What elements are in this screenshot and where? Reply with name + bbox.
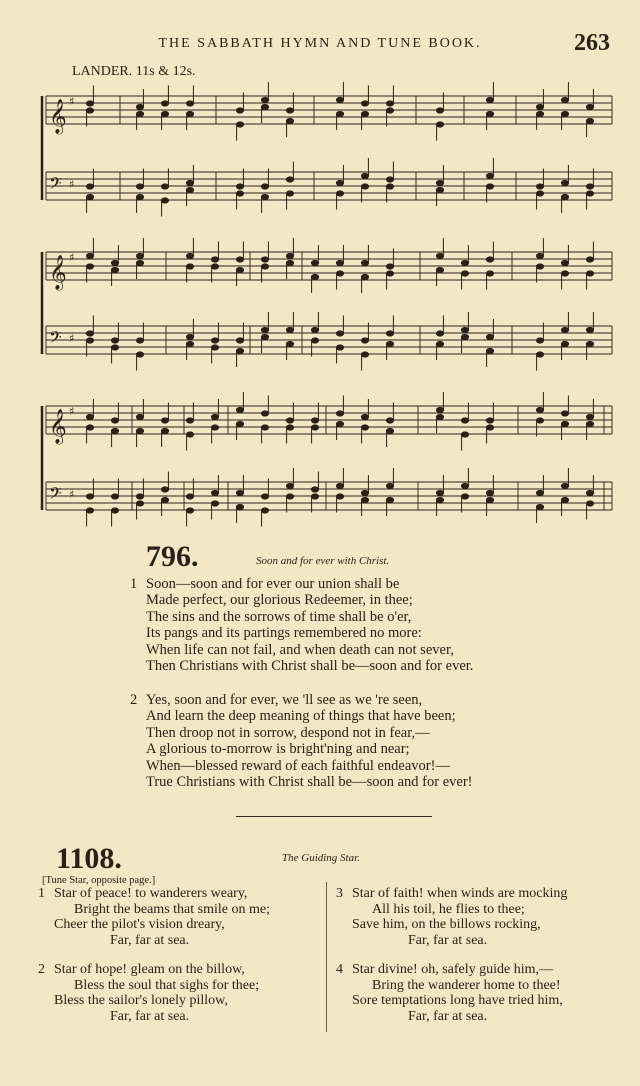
hymn-796-number: 796. bbox=[146, 540, 199, 573]
note-head bbox=[111, 260, 118, 265]
note-head bbox=[211, 264, 218, 269]
note-head bbox=[261, 425, 268, 430]
note-head bbox=[236, 257, 243, 262]
note-head bbox=[86, 425, 93, 430]
note-head bbox=[336, 483, 343, 488]
verse-line: The sins and the sorrows of time shall be o'er, bbox=[146, 608, 412, 625]
note-head bbox=[186, 494, 193, 499]
note-head bbox=[286, 418, 293, 423]
note-head bbox=[486, 490, 493, 495]
note-head bbox=[361, 497, 368, 502]
note-head bbox=[336, 494, 343, 499]
note-head bbox=[536, 504, 543, 509]
note-head bbox=[286, 108, 293, 113]
note-head bbox=[561, 271, 568, 276]
note-head bbox=[536, 111, 543, 116]
note-head bbox=[236, 184, 243, 189]
note-head bbox=[111, 418, 118, 423]
hymn-796-verse-2 bbox=[130, 692, 473, 791]
note-head bbox=[261, 327, 268, 332]
note-head bbox=[311, 274, 318, 279]
bass-clef-icon: 𝄢 bbox=[49, 327, 62, 351]
note-head bbox=[286, 494, 293, 499]
note-head bbox=[311, 260, 318, 265]
note-head bbox=[236, 191, 243, 196]
note-head bbox=[586, 421, 593, 426]
note-head bbox=[311, 338, 318, 343]
stanza-line: Star of hope! gleam on the billow, bbox=[54, 962, 245, 977]
note-head bbox=[561, 194, 568, 199]
note-head bbox=[261, 97, 268, 102]
note-head bbox=[486, 173, 493, 178]
note-head bbox=[386, 497, 393, 502]
note-head bbox=[386, 264, 393, 269]
note-head bbox=[311, 425, 318, 430]
note-head bbox=[136, 260, 143, 265]
note-head bbox=[161, 184, 168, 189]
treble-clef-icon: 𝄞 bbox=[49, 255, 67, 290]
note-head bbox=[386, 177, 393, 182]
note-head bbox=[336, 97, 343, 102]
note-head bbox=[436, 122, 443, 127]
stanza-line: Far, far at sea. bbox=[408, 932, 488, 948]
note-head bbox=[311, 487, 318, 492]
note-head bbox=[286, 341, 293, 346]
note-head bbox=[236, 267, 243, 272]
clef-icons bbox=[49, 95, 74, 507]
note-head bbox=[386, 483, 393, 488]
note-head bbox=[261, 194, 268, 199]
stanza-line: Bright the beams that smile on me; bbox=[74, 901, 270, 917]
stanza-line: Far, far at sea. bbox=[110, 932, 190, 948]
note-head bbox=[561, 421, 568, 426]
note-head bbox=[486, 497, 493, 502]
note-head bbox=[536, 407, 543, 412]
note-head bbox=[86, 508, 93, 513]
note-head bbox=[336, 180, 343, 185]
note-head bbox=[286, 253, 293, 258]
page-number: 263 bbox=[574, 30, 610, 56]
note-head bbox=[361, 173, 368, 178]
note-head bbox=[336, 331, 343, 336]
note-head bbox=[336, 411, 343, 416]
note-head bbox=[461, 483, 468, 488]
note-head bbox=[436, 180, 443, 185]
verse-number: 1 bbox=[130, 576, 138, 592]
note-head bbox=[161, 487, 168, 492]
note-head bbox=[336, 260, 343, 265]
note-head bbox=[461, 494, 468, 499]
note-head bbox=[236, 348, 243, 353]
note-head bbox=[336, 191, 343, 196]
sharp-icon: ♯ bbox=[69, 95, 75, 108]
note-head bbox=[461, 334, 468, 339]
note-head bbox=[436, 108, 443, 113]
note-head bbox=[386, 418, 393, 423]
note-head bbox=[386, 184, 393, 189]
note-head bbox=[361, 274, 368, 279]
note-head bbox=[261, 508, 268, 513]
note-head bbox=[536, 338, 543, 343]
note-head bbox=[586, 327, 593, 332]
bass-clef-icon: 𝄢 bbox=[49, 173, 62, 197]
note-head bbox=[136, 414, 143, 419]
note-head bbox=[486, 97, 493, 102]
note-head bbox=[311, 327, 318, 332]
note-head bbox=[236, 490, 243, 495]
note-head bbox=[386, 271, 393, 276]
note-head bbox=[136, 338, 143, 343]
note-head bbox=[86, 331, 93, 336]
note-head bbox=[236, 108, 243, 113]
notes bbox=[86, 82, 593, 527]
sharp-icon: ♯ bbox=[69, 251, 75, 264]
hymn-796-subtitle: Soon and for ever with Christ. bbox=[256, 555, 390, 567]
hymn-1108-stanza-2 bbox=[38, 962, 260, 1024]
bass-clef-icon: 𝄢 bbox=[49, 483, 62, 507]
note-head bbox=[336, 111, 343, 116]
note-head bbox=[536, 184, 543, 189]
note-head bbox=[586, 271, 593, 276]
note-head bbox=[386, 341, 393, 346]
hymn-1108-stanza-3 bbox=[336, 886, 568, 948]
note-head bbox=[486, 425, 493, 430]
staff-lines bbox=[42, 96, 612, 510]
note-head bbox=[311, 418, 318, 423]
note-head bbox=[86, 264, 93, 269]
note-head bbox=[361, 490, 368, 495]
note-head bbox=[486, 111, 493, 116]
note-head bbox=[436, 253, 443, 258]
note-head bbox=[286, 260, 293, 265]
note-head bbox=[186, 101, 193, 106]
note-head bbox=[361, 184, 368, 189]
note-head bbox=[536, 264, 543, 269]
note-head bbox=[261, 411, 268, 416]
hymn-1108-subtitle: The Guiding Star. bbox=[282, 852, 360, 864]
note-head bbox=[536, 253, 543, 258]
note-head bbox=[561, 411, 568, 416]
note-head bbox=[236, 504, 243, 509]
note-head bbox=[161, 418, 168, 423]
note-head bbox=[461, 260, 468, 265]
stanza-line: Star divine! oh, safely guide him,— bbox=[352, 962, 554, 977]
note-head bbox=[361, 111, 368, 116]
note-head bbox=[136, 104, 143, 109]
verse-line: Yes, soon and for ever, we 'll see as we 're seen, bbox=[146, 692, 423, 708]
treble-clef-icon: 𝄞 bbox=[49, 409, 67, 444]
note-head bbox=[261, 334, 268, 339]
note-head bbox=[161, 198, 168, 203]
stanza-line: Bless the soul that sighs for thee; bbox=[74, 977, 260, 993]
note-head bbox=[286, 177, 293, 182]
note-head bbox=[586, 490, 593, 495]
hymn-1108-stanza-4 bbox=[336, 962, 563, 1024]
note-head bbox=[86, 494, 93, 499]
note-head bbox=[436, 331, 443, 336]
note-head bbox=[86, 338, 93, 343]
note-head bbox=[561, 97, 568, 102]
verse-line: Soon—soon and for ever our union shall be bbox=[146, 576, 400, 592]
note-head bbox=[461, 418, 468, 423]
note-head bbox=[586, 341, 593, 346]
note-head bbox=[111, 345, 118, 350]
note-head bbox=[486, 334, 493, 339]
stanza-line: Bring the wanderer home to thee! bbox=[372, 977, 561, 993]
column-divider bbox=[326, 882, 327, 1032]
note-head bbox=[186, 180, 193, 185]
stanza-line: Cheer the pilot's vision dreary, bbox=[54, 917, 225, 933]
note-head bbox=[186, 508, 193, 513]
note-head bbox=[211, 501, 218, 506]
note-head bbox=[336, 271, 343, 276]
note-head bbox=[386, 331, 393, 336]
note-head bbox=[361, 101, 368, 106]
note-head bbox=[361, 338, 368, 343]
section-divider bbox=[236, 816, 432, 817]
note-head bbox=[136, 111, 143, 116]
running-title: THE SABBATH HYMN AND TUNE BOOK. bbox=[158, 36, 482, 51]
stanza-line: Star of faith! when winds are mocking bbox=[352, 886, 568, 901]
music-score bbox=[0, 80, 640, 530]
note-head bbox=[361, 352, 368, 357]
note-head bbox=[586, 184, 593, 189]
note-head bbox=[361, 260, 368, 265]
verse-line: When—blessed reward of each faithful endeavor!— bbox=[146, 757, 450, 774]
note-head bbox=[136, 501, 143, 506]
note-head bbox=[111, 494, 118, 499]
note-head bbox=[211, 425, 218, 430]
note-head bbox=[561, 327, 568, 332]
note-head bbox=[436, 497, 443, 502]
note-head bbox=[561, 497, 568, 502]
note-head bbox=[211, 490, 218, 495]
sharp-icon: ♯ bbox=[69, 405, 75, 418]
note-head bbox=[586, 118, 593, 123]
sharp-icon: ♯ bbox=[69, 332, 75, 345]
verse-line: A glorious to-morrow is bright'ning and near; bbox=[146, 741, 410, 758]
note-head bbox=[136, 494, 143, 499]
verse-line: Its pangs and its partings remembered no more: bbox=[146, 625, 422, 642]
note-head bbox=[586, 104, 593, 109]
note-head bbox=[111, 338, 118, 343]
note-head bbox=[486, 418, 493, 423]
note-head bbox=[86, 101, 93, 106]
note-head bbox=[336, 345, 343, 350]
note-head bbox=[436, 407, 443, 412]
sharp-icon: ♯ bbox=[69, 178, 75, 191]
note-head bbox=[186, 341, 193, 346]
note-head bbox=[236, 407, 243, 412]
note-head bbox=[186, 111, 193, 116]
note-head bbox=[161, 101, 168, 106]
hymn-796-verse-1 bbox=[130, 576, 474, 675]
note-head bbox=[536, 352, 543, 357]
note-head bbox=[111, 267, 118, 272]
note-head bbox=[536, 104, 543, 109]
note-head bbox=[86, 194, 93, 199]
note-head bbox=[286, 425, 293, 430]
verse-line: Then Christians with Christ shall be—soon and for ever. bbox=[146, 658, 474, 675]
note-head bbox=[436, 414, 443, 419]
note-head bbox=[336, 421, 343, 426]
note-head bbox=[586, 191, 593, 196]
note-head bbox=[136, 428, 143, 433]
note-head bbox=[286, 191, 293, 196]
note-head bbox=[561, 260, 568, 265]
note-head bbox=[136, 253, 143, 258]
note-head bbox=[536, 418, 543, 423]
note-head bbox=[161, 111, 168, 116]
note-head bbox=[161, 428, 168, 433]
stanza-line: Bless the sailor's lonely pillow, bbox=[54, 993, 228, 1009]
note-head bbox=[186, 264, 193, 269]
note-head bbox=[236, 338, 243, 343]
note-head bbox=[286, 483, 293, 488]
verse-line: When life can not fail, and when death can not sever, bbox=[146, 641, 454, 658]
note-head bbox=[211, 345, 218, 350]
note-head bbox=[561, 483, 568, 488]
note-head bbox=[536, 191, 543, 196]
note-head bbox=[211, 257, 218, 262]
treble-clef-icon: 𝄞 bbox=[49, 99, 67, 134]
note-head bbox=[386, 101, 393, 106]
note-head bbox=[586, 257, 593, 262]
note-head bbox=[586, 414, 593, 419]
note-head bbox=[461, 271, 468, 276]
note-head bbox=[186, 334, 193, 339]
note-head bbox=[111, 428, 118, 433]
note-head bbox=[86, 108, 93, 113]
stanza-line: Save him, on the billows rocking, bbox=[352, 917, 541, 933]
note-head bbox=[136, 184, 143, 189]
sharp-icon: ♯ bbox=[69, 488, 75, 501]
verse-line: Then droop not in sorrow, despond not in fear,— bbox=[146, 724, 430, 741]
note-head bbox=[436, 267, 443, 272]
note-head bbox=[86, 253, 93, 258]
note-head bbox=[361, 425, 368, 430]
note-head bbox=[386, 108, 393, 113]
note-head bbox=[461, 432, 468, 437]
note-head bbox=[261, 257, 268, 262]
tune-reference: [Tune Star, opposite page.] bbox=[42, 875, 156, 886]
hymn-1108-number: 1108. bbox=[56, 842, 122, 875]
note-head bbox=[536, 490, 543, 495]
note-head bbox=[111, 508, 118, 513]
note-head bbox=[261, 494, 268, 499]
stanza-line: Far, far at sea. bbox=[110, 1008, 190, 1024]
note-head bbox=[436, 187, 443, 192]
note-head bbox=[86, 414, 93, 419]
stanza-line: All his toil, he flies to thee; bbox=[372, 901, 525, 917]
stanza-line: Sore temptations long have tried him, bbox=[352, 993, 563, 1009]
note-head bbox=[261, 184, 268, 189]
note-head bbox=[386, 428, 393, 433]
stanza-number: 1 bbox=[38, 886, 45, 901]
note-head bbox=[311, 494, 318, 499]
note-head bbox=[486, 271, 493, 276]
note-head bbox=[486, 184, 493, 189]
note-head bbox=[186, 253, 193, 258]
stanza-line: Star of peace! to wanderers weary, bbox=[54, 886, 248, 901]
note-head bbox=[486, 348, 493, 353]
note-head bbox=[486, 257, 493, 262]
note-head bbox=[86, 184, 93, 189]
note-head bbox=[436, 490, 443, 495]
stanza-line: Far, far at sea. bbox=[408, 1008, 488, 1024]
note-head bbox=[261, 264, 268, 269]
note-head bbox=[286, 118, 293, 123]
note-head bbox=[286, 327, 293, 332]
note-head bbox=[186, 418, 193, 423]
note-head bbox=[586, 501, 593, 506]
note-head bbox=[136, 194, 143, 199]
note-head bbox=[186, 432, 193, 437]
verse-line: True Christians with Christ shall be—soon and for ever! bbox=[146, 774, 473, 791]
note-head bbox=[211, 414, 218, 419]
note-head bbox=[211, 338, 218, 343]
note-head bbox=[361, 414, 368, 419]
verse-line: And learn the deep meaning of things that have been; bbox=[146, 708, 456, 725]
note-head bbox=[261, 104, 268, 109]
note-head bbox=[186, 187, 193, 192]
note-head bbox=[461, 327, 468, 332]
verse-line: Made perfect, our glorious Redeemer, in thee; bbox=[146, 592, 413, 609]
note-head bbox=[561, 341, 568, 346]
note-head bbox=[236, 421, 243, 426]
stanza-number: 2 bbox=[38, 962, 45, 977]
hymn-1108-stanza-1 bbox=[38, 886, 270, 948]
tune-label: LANDER. 11s & 12s. bbox=[72, 64, 196, 79]
note-head bbox=[561, 180, 568, 185]
note-head bbox=[236, 122, 243, 127]
stanza-number: 3 bbox=[336, 886, 343, 901]
verse-number: 2 bbox=[130, 692, 138, 708]
note-head bbox=[136, 352, 143, 357]
note-head bbox=[561, 111, 568, 116]
stanza-number: 4 bbox=[336, 962, 343, 977]
note-head bbox=[436, 341, 443, 346]
note-head bbox=[161, 497, 168, 502]
